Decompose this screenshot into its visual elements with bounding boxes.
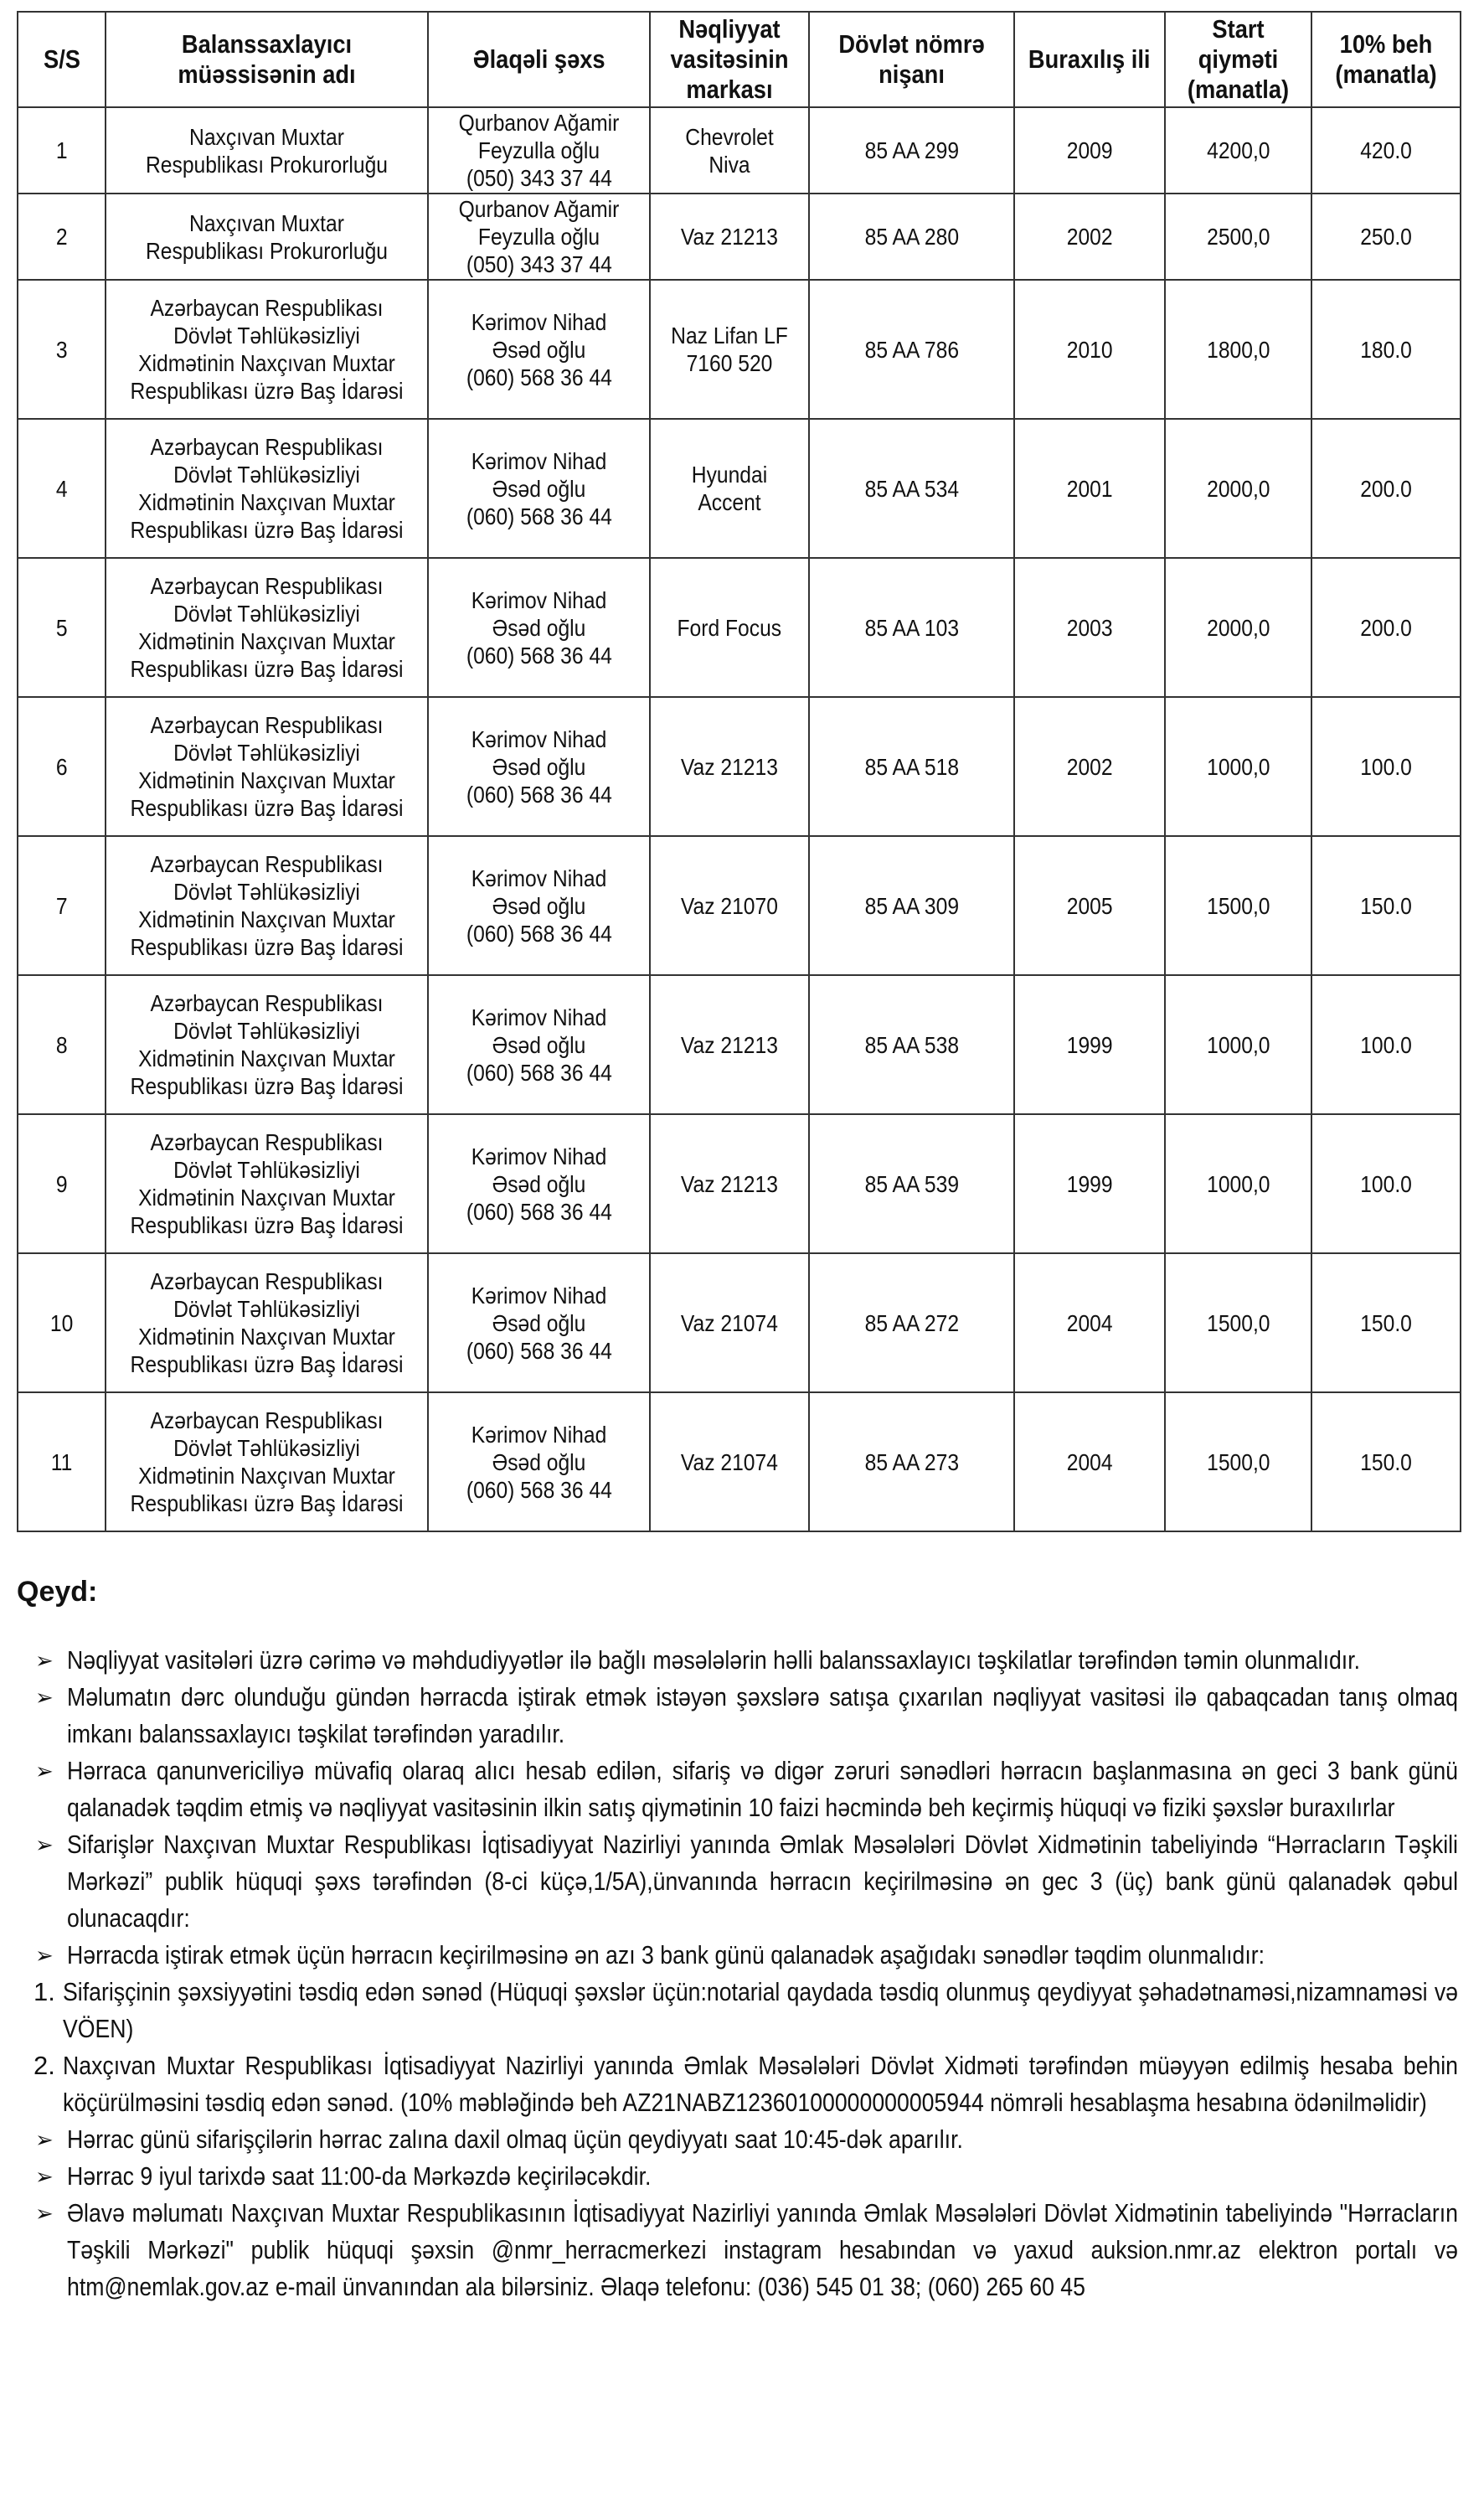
cell-vehicle-brand <box>650 558 809 697</box>
table-body <box>18 107 1461 1531</box>
cell-serial-no-text: 11 <box>50 1448 73 1475</box>
cell-plate-number-text: 85 AA 309 <box>864 892 959 919</box>
cell-deposit <box>1311 975 1461 1114</box>
cell-organization <box>106 194 428 280</box>
contact-phone: (060) 568 36 44 <box>466 1059 612 1086</box>
cell-start-price-text: 1000,0 <box>1206 753 1270 780</box>
notes-title: Qeyd: <box>17 1576 98 1608</box>
header-organization: Balanssaxlayıcı müəssisənin adı <box>106 12 428 107</box>
cell-contact-person <box>428 1392 650 1531</box>
header-serial-no: S/S <box>18 12 106 107</box>
cell-vehicle-brand-text: Vaz 21074 <box>681 1309 778 1336</box>
cell-plate-number <box>809 280 1014 419</box>
arrow-bullet-icon: ➢ <box>35 1648 54 1673</box>
cell-deposit-text: 150.0 <box>1360 1448 1412 1475</box>
cell-plate-number <box>809 697 1014 836</box>
table-row <box>18 975 1461 1114</box>
cell-start-price <box>1165 107 1311 194</box>
table-header-row <box>18 12 1461 107</box>
cell-deposit-text: 420.0 <box>1360 137 1412 163</box>
note-text: Naxçıvan Muxtar Respublikası İqtisadiyyat Nazirliyi yanında Əmlak Məsələləri Dövlət Xidməti tərəfindən müəyyən edilmiş hesaba behin köçürülməsini təsdiq edən sənəd. (10% məbləğində beh AZ21NABZ12360100000000005944 nömrəli hesablaşma hesabına ödənilməlidir) <box>63 2051 1458 2117</box>
note-bullet-item <box>17 1642 1461 1679</box>
table-row <box>18 1392 1461 1531</box>
cell-plate-number-text: 85 AA 103 <box>864 614 959 641</box>
arrow-bullet-icon: ➢ <box>35 1685 54 1710</box>
cell-start-price-text: 2000,0 <box>1206 614 1270 641</box>
note-bullet-item <box>17 2158 1461 2195</box>
cell-plate-number <box>809 975 1014 1114</box>
cell-organization <box>106 1114 428 1253</box>
cell-release-year <box>1014 107 1165 194</box>
cell-deposit-text: 100.0 <box>1360 1031 1412 1058</box>
table-row <box>18 697 1461 836</box>
note-text: Əlavə məlumatı Naxçıvan Muxtar Respublikasının İqtisadiyyat Nazirliyi yanında Əmlak Məsələləri Dövlət Xidmətinin tabeliyində "Hərracların Təşkili Mərkəzi" publik hüquqi şəxsin @nmr_herracmerkezi instagram hesabından və yaxud auksion.nmr.az elektron portalı və htm@nemlak.gov.az e-mail ünvanından ala bilərsiniz. Əlaqə telefonu: (036) 545 01 38; (060) 265 60 45 <box>67 2198 1458 2301</box>
cell-vehicle-brand-text: Vaz 21074 <box>681 1448 778 1475</box>
cell-vehicle-brand <box>650 1253 809 1392</box>
contact-name: Kərimov Nihad Əsəd oğlu <box>471 1143 607 1197</box>
cell-organization-text: Azərbaycan Respublikası Dövlət Təhlükəsizliyi Xidmətinin Naxçıvan Muxtar Respublikası üzrə Baş İdarəsi <box>130 712 404 821</box>
cell-plate-number-text: 85 AA 539 <box>864 1170 959 1197</box>
contact-name: Kərimov Nihad Əsəd oğlu <box>471 308 607 363</box>
note-numbered-item <box>17 1974 1461 2047</box>
cell-deposit <box>1311 697 1461 836</box>
cell-contact-person <box>428 836 650 975</box>
contact-phone: (060) 568 36 44 <box>466 503 612 529</box>
cell-serial-no <box>18 836 106 975</box>
cell-vehicle-brand-text: Vaz 21070 <box>681 892 778 919</box>
contact-name: Qurbanov Ağamir Feyzulla oğlu <box>458 110 620 163</box>
cell-release-year-text: 2005 <box>1066 892 1113 919</box>
cell-serial-no <box>18 419 106 558</box>
note-bullet-item <box>17 1937 1461 1974</box>
note-bullet-item <box>17 1753 1461 1826</box>
cell-vehicle-brand-text: Vaz 21213 <box>681 1031 778 1058</box>
contact-phone: (060) 568 36 44 <box>466 1337 612 1364</box>
cell-release-year <box>1014 836 1165 975</box>
cell-plate-number-text: 85 AA 273 <box>864 1448 959 1475</box>
cell-contact-person <box>428 697 650 836</box>
cell-deposit <box>1311 419 1461 558</box>
cell-vehicle-brand-text: Naz Lifan LF 7160 520 <box>671 323 788 376</box>
cell-organization-text: Azərbaycan Respublikası Dövlət Təhlükəsizliyi Xidmətinin Naxçıvan Muxtar Respublikası üzrə Baş İdarəsi <box>130 434 404 543</box>
cell-contact-person <box>428 419 650 558</box>
cell-vehicle-brand <box>650 107 809 194</box>
note-text: Sifarişçinin şəxsiyyətini təsdiq edən sənəd (Hüquqi şəxslər üçün:notarial qaydada təsdiq olunmuş qeydiyyat şəhadətnaməsi,nizamnaməsi və VÖEN) <box>63 1977 1458 2043</box>
cell-contact-person <box>428 975 650 1114</box>
cell-plate-number-text: 85 AA 299 <box>864 137 959 163</box>
cell-organization <box>106 558 428 697</box>
cell-serial-no <box>18 194 106 280</box>
cell-release-year-text: 2002 <box>1066 753 1113 780</box>
cell-start-price <box>1165 1392 1311 1531</box>
cell-plate-number-text: 85 AA 280 <box>864 224 959 250</box>
note-text: Hərraca qanunvericiliyə müvafiq olaraq alıcı hesab edilən, sifariş və digər zəruri sənədləri hərracın başlanmasına ən geci 3 bank günü qalanadək təqdim etmiş və nəqliyyat vasitəsinin ilkin satış qiymətinin 10 faizi həcmində beh keçirmiş hüquqi və fiziki şəxslər buraxılırlar <box>67 1756 1458 1822</box>
note-text: Sifarişlər Naxçıvan Muxtar Respublikası İqtisadiyyat Nazirliyi yanında Əmlak Məsələləri Dövlət Xidmətinin tabeliyində “Hərracların Təşkili Mərkəzi” publik hüquqi şəxs tərəfindən (8-ci küçə,1/5A),ünvanında hərracın keçirilməsinə ən gec 3 (üç) bank günü qalanadək qəbul olunacaqdır: <box>67 1830 1458 1933</box>
header-vehicle-brand: Nəqliyyat vasitəsinin markası <box>650 12 809 107</box>
note-text: Məlumatın dərc olunduğu gündən hərracda iştirak etmək istəyən şəxslərə satışa çıxarılan nəqliyyat vasitəsi ilə qabaqcadan tanış olmaq imkanı balanssaxlayıcı təşkilat tərəfindən yaradılır. <box>67 1682 1458 1748</box>
arrow-bullet-icon: ➢ <box>35 1758 54 1784</box>
cell-organization-text: Azərbaycan Respublikası Dövlət Təhlükəsizliyi Xidmətinin Naxçıvan Muxtar Respublikası üzrə Baş İdarəsi <box>130 1129 404 1238</box>
cell-release-year <box>1014 975 1165 1114</box>
cell-start-price-text: 1500,0 <box>1206 892 1270 919</box>
cell-contact-person <box>428 107 650 194</box>
contact-phone: (060) 568 36 44 <box>466 920 612 947</box>
cell-organization-text: Naxçıvan Muxtar Respublikası Prokurorluğu <box>146 123 388 178</box>
cell-release-year <box>1014 1114 1165 1253</box>
contact-name: Qurbanov Ağamir Feyzulla oğlu <box>458 196 620 250</box>
cell-organization <box>106 107 428 194</box>
table-row <box>18 194 1461 280</box>
cell-vehicle-brand <box>650 697 809 836</box>
cell-start-price-text: 1800,0 <box>1206 336 1270 363</box>
header-start-price: Start qiyməti (manatla) <box>1165 12 1311 107</box>
cell-plate-number <box>809 558 1014 697</box>
cell-vehicle-brand <box>650 1114 809 1253</box>
cell-plate-number-text: 85 AA 534 <box>864 475 959 502</box>
cell-serial-no <box>18 697 106 836</box>
cell-serial-no-text: 10 <box>49 1309 74 1336</box>
note-bullet-item <box>17 1826 1461 1937</box>
table-row <box>18 558 1461 697</box>
note-text: Hərrac 9 iyul tarixdə saat 11:00-da Mərkəzdə keçiriləcəkdir. <box>67 2161 652 2191</box>
cell-serial-no <box>18 1392 106 1531</box>
note-text: Nəqliyyat vasitələri üzrə cərimə və məhdudiyyətlər ilə bağlı məsələlərin həlli balanssaxlayıcı təşkilatlar tərəfindən təmin olunmalıdır. <box>67 1645 1361 1675</box>
contact-name: Kərimov Nihad Əsəd oğlu <box>471 1282 607 1336</box>
cell-deposit <box>1311 1392 1461 1531</box>
cell-vehicle-brand-text: Vaz 21213 <box>681 753 778 780</box>
cell-release-year-text: 2003 <box>1066 614 1113 641</box>
cell-vehicle-brand-text: Vaz 21213 <box>681 224 778 250</box>
list-number: 1. <box>33 1977 55 2006</box>
cell-contact-person <box>428 1253 650 1392</box>
cell-vehicle-brand <box>650 194 809 280</box>
cell-deposit-text: 200.0 <box>1360 475 1412 502</box>
contact-phone: (060) 568 36 44 <box>466 1476 612 1503</box>
cell-plate-number <box>809 194 1014 280</box>
cell-release-year <box>1014 558 1165 697</box>
cell-serial-no-text: 8 <box>55 1031 68 1058</box>
cell-release-year-text: 1999 <box>1066 1170 1113 1197</box>
cell-start-price <box>1165 975 1311 1114</box>
cell-contact-person <box>428 280 650 419</box>
cell-serial-no-text: 4 <box>55 475 68 502</box>
cell-release-year <box>1014 1392 1165 1531</box>
contact-name: Kərimov Nihad Əsəd oğlu <box>471 1004 607 1058</box>
cell-organization <box>106 1253 428 1392</box>
cell-organization <box>106 697 428 836</box>
header-release-year: Buraxılış ili <box>1014 12 1165 107</box>
cell-organization-text: Naxçıvan Muxtar Respublikası Prokurorluğu <box>146 209 388 264</box>
cell-organization <box>106 280 428 419</box>
arrow-bullet-icon: ➢ <box>35 1832 54 1857</box>
table-row <box>18 107 1461 194</box>
cell-release-year-text: 2001 <box>1066 475 1113 502</box>
cell-start-price-text: 1500,0 <box>1206 1448 1270 1475</box>
cell-deposit <box>1311 1114 1461 1253</box>
contact-name: Kərimov Nihad Əsəd oğlu <box>471 725 607 780</box>
cell-release-year-text: 2004 <box>1066 1309 1113 1336</box>
cell-vehicle-brand <box>650 975 809 1114</box>
note-text: Hərrac günü sifarişçilərin hərrac zalına daxil olmaq üçün qeydiyyatı saat 10:45-dək aparılır. <box>67 2124 963 2154</box>
cell-organization <box>106 836 428 975</box>
contact-name: Kərimov Nihad Əsəd oğlu <box>471 865 607 919</box>
cell-serial-no-text: 6 <box>55 753 68 780</box>
table-row <box>18 280 1461 419</box>
cell-start-price-text: 2500,0 <box>1206 224 1270 250</box>
cell-organization-text: Azərbaycan Respublikası Dövlət Təhlükəsizliyi Xidmətinin Naxçıvan Muxtar Respublikası üzrə Baş İdarəsi <box>130 1268 404 1377</box>
cell-plate-number <box>809 107 1014 194</box>
cell-serial-no <box>18 1114 106 1253</box>
contact-name: Kərimov Nihad Əsəd oğlu <box>471 586 607 641</box>
cell-release-year <box>1014 697 1165 836</box>
cell-start-price <box>1165 1114 1311 1253</box>
note-bullet-item <box>17 2195 1461 2305</box>
cell-serial-no-text: 9 <box>55 1170 68 1197</box>
cell-start-price-text: 1000,0 <box>1206 1170 1270 1197</box>
note-bullet-item <box>17 1679 1461 1753</box>
cell-release-year <box>1014 419 1165 558</box>
cell-organization-text: Azərbaycan Respublikası Dövlət Təhlükəsizliyi Xidmətinin Naxçıvan Muxtar Respublikası üzrə Baş İdarəsi <box>130 295 404 404</box>
arrow-bullet-icon: ➢ <box>35 2127 54 2152</box>
cell-release-year <box>1014 280 1165 419</box>
cell-serial-no-text: 3 <box>55 336 68 363</box>
cell-start-price <box>1165 1253 1311 1392</box>
table-row <box>18 836 1461 975</box>
cell-release-year-text: 2010 <box>1066 336 1113 363</box>
cell-release-year-text: 2002 <box>1066 224 1113 250</box>
cell-start-price-text: 1500,0 <box>1206 1309 1270 1336</box>
cell-deposit <box>1311 194 1461 280</box>
cell-deposit <box>1311 107 1461 194</box>
cell-organization <box>106 975 428 1114</box>
cell-release-year-text: 2004 <box>1066 1448 1113 1475</box>
vehicle-auction-table <box>17 11 1461 1532</box>
cell-organization-text: Azərbaycan Respublikası Dövlət Təhlükəsizliyi Xidmətinin Naxçıvan Muxtar Respublikası üzrə Baş İdarəsi <box>130 573 404 682</box>
table-row <box>18 1114 1461 1253</box>
cell-vehicle-brand <box>650 419 809 558</box>
contact-phone: (060) 568 36 44 <box>466 1198 612 1225</box>
cell-organization <box>106 1392 428 1531</box>
cell-deposit-text: 200.0 <box>1360 614 1412 641</box>
cell-serial-no <box>18 280 106 419</box>
cell-deposit <box>1311 836 1461 975</box>
cell-organization-text: Azərbaycan Respublikası Dövlət Təhlükəsizliyi Xidmətinin Naxçıvan Muxtar Respublikası üzrə Baş İdarəsi <box>130 851 404 960</box>
cell-serial-no <box>18 558 106 697</box>
cell-contact-person <box>428 194 650 280</box>
cell-deposit-text: 150.0 <box>1360 892 1412 919</box>
cell-release-year <box>1014 1253 1165 1392</box>
cell-organization-text: Azərbaycan Respublikası Dövlət Təhlükəsizliyi Xidmətinin Naxçıvan Muxtar Respublikası üzrə Baş İdarəsi <box>130 1407 404 1516</box>
cell-serial-no-text: 7 <box>55 892 68 919</box>
cell-start-price <box>1165 836 1311 975</box>
contact-phone: (060) 568 36 44 <box>466 364 612 390</box>
cell-deposit-text: 150.0 <box>1360 1309 1412 1336</box>
arrow-bullet-icon: ➢ <box>35 2164 54 2189</box>
cell-plate-number-text: 85 AA 538 <box>864 1031 959 1058</box>
cell-start-price <box>1165 697 1311 836</box>
header-contact-person: Əlaqəli şəxs <box>428 12 650 107</box>
cell-serial-no-text: 1 <box>55 137 68 163</box>
list-number: 2. <box>33 2051 55 2080</box>
cell-start-price <box>1165 558 1311 697</box>
cell-plate-number <box>809 1392 1014 1531</box>
cell-contact-person <box>428 558 650 697</box>
cell-plate-number-text: 85 AA 518 <box>864 753 959 780</box>
contact-phone: (060) 568 36 44 <box>466 781 612 808</box>
cell-serial-no <box>18 1253 106 1392</box>
cell-release-year-text: 1999 <box>1066 1031 1113 1058</box>
cell-deposit-text: 250.0 <box>1360 224 1412 250</box>
cell-vehicle-brand-text: Hyundai Accent <box>691 462 768 515</box>
note-text: Hərracda iştirak etmək üçün hərracın keçirilməsinə ən azı 3 bank günü qalanadək aşağıdakı sənədlər təqdim olunmalıdır: <box>67 1940 1265 1970</box>
notes-section <box>17 1575 1461 2305</box>
cell-plate-number-text: 85 AA 272 <box>864 1309 959 1336</box>
cell-contact-person <box>428 1114 650 1253</box>
cell-deposit <box>1311 1253 1461 1392</box>
cell-plate-number-text: 85 AA 786 <box>864 336 959 363</box>
contact-phone: (050) 343 37 44 <box>466 165 612 191</box>
cell-start-price-text: 4200,0 <box>1206 137 1270 163</box>
cell-vehicle-brand-text: Ford Focus <box>677 614 782 641</box>
cell-deposit-text: 180.0 <box>1360 336 1412 363</box>
cell-start-price <box>1165 419 1311 558</box>
cell-start-price <box>1165 194 1311 280</box>
contact-phone: (050) 343 37 44 <box>466 251 612 277</box>
cell-deposit <box>1311 558 1461 697</box>
contact-phone: (060) 568 36 44 <box>466 642 612 669</box>
table-row <box>18 1253 1461 1392</box>
cell-deposit-text: 100.0 <box>1360 1170 1412 1197</box>
cell-deposit-text: 100.0 <box>1360 753 1412 780</box>
header-plate-number: Dövlət nömrə nişanı <box>809 12 1014 107</box>
notes-list <box>17 1642 1461 2305</box>
cell-vehicle-brand-text: Chevrolet Niva <box>685 123 774 178</box>
cell-organization-text: Azərbaycan Respublikası Dövlət Təhlükəsizliyi Xidmətinin Naxçıvan Muxtar Respublikası üzrə Baş İdarəsi <box>130 990 404 1099</box>
cell-serial-no <box>18 107 106 194</box>
cell-organization <box>106 419 428 558</box>
table-row <box>18 419 1461 558</box>
cell-vehicle-brand <box>650 280 809 419</box>
note-numbered-item <box>17 2047 1461 2121</box>
cell-release-year-text: 2009 <box>1066 137 1113 163</box>
cell-plate-number <box>809 836 1014 975</box>
cell-start-price-text: 1000,0 <box>1206 1031 1270 1058</box>
cell-start-price-text: 2000,0 <box>1206 475 1270 502</box>
cell-start-price <box>1165 280 1311 419</box>
header-deposit: 10% beh (manatla) <box>1311 12 1461 107</box>
note-bullet-item <box>17 2121 1461 2158</box>
cell-plate-number <box>809 419 1014 558</box>
arrow-bullet-icon: ➢ <box>35 2201 54 2226</box>
cell-vehicle-brand <box>650 836 809 975</box>
cell-plate-number <box>809 1253 1014 1392</box>
arrow-bullet-icon: ➢ <box>35 1943 54 1968</box>
contact-name: Kərimov Nihad Əsəd oğlu <box>471 1421 607 1475</box>
cell-serial-no-text: 2 <box>55 224 68 250</box>
cell-serial-no <box>18 975 106 1114</box>
cell-deposit <box>1311 280 1461 419</box>
cell-vehicle-brand <box>650 1392 809 1531</box>
cell-serial-no-text: 5 <box>55 614 68 641</box>
cell-release-year <box>1014 194 1165 280</box>
contact-name: Kərimov Nihad Əsəd oğlu <box>471 447 607 502</box>
cell-plate-number <box>809 1114 1014 1253</box>
cell-vehicle-brand-text: Vaz 21213 <box>681 1170 778 1197</box>
